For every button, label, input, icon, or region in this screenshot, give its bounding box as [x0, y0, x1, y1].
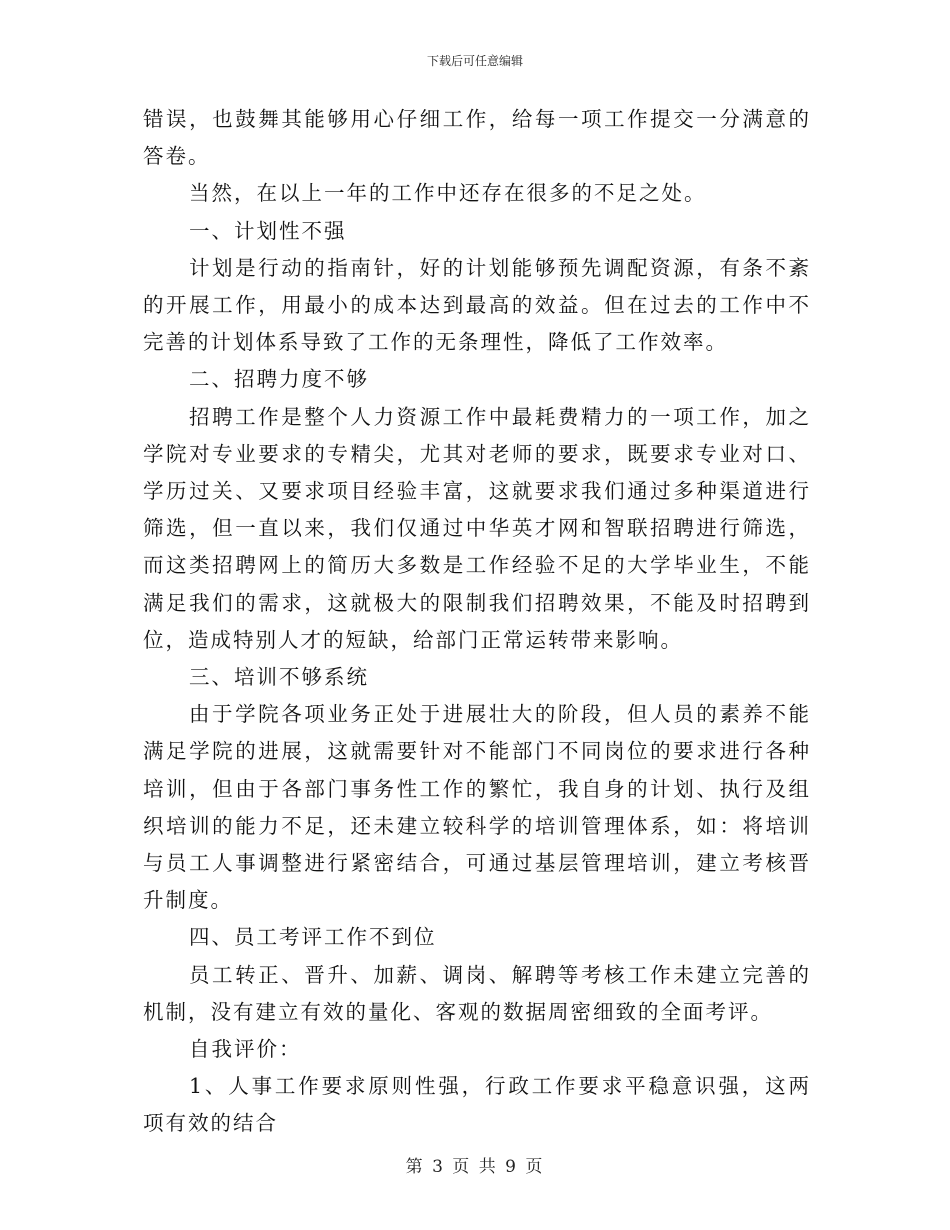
page-number: 第 3 页 共 9 页: [405, 1157, 545, 1177]
page-header: 下载后可任意编辑: [426, 54, 523, 68]
document-body: [143, 101, 811, 1143]
paragraph: 计划是行动的指南针，好的计划能够预先调配资源，有条不紊的开展工作，用最小的成本达到最高的效益。但在过去的工作中不完善的计划体系导致了工作的无条理性，降低了工作效率。: [143, 255, 811, 355]
section-heading: 自我评价：: [189, 1037, 302, 1062]
paragraph: 1、人事工作要求原则性强，行政工作要求平稳意识强，这两项有效的结合: [143, 1074, 811, 1136]
paragraph: 错误，也鼓舞其能够用心仔细工作，给每一项工作提交一分满意的答卷。: [143, 107, 811, 169]
section-heading: 一、计划性不强: [189, 218, 347, 243]
section-heading: 四、员工考评工作不到位: [189, 925, 437, 950]
paragraph: 员工转正、晋升、加薪、调岗、解聘等考核工作未建立完善的机制，没有建立有效的量化、客观的数据周密细致的全面考评。: [143, 962, 811, 1024]
section-heading: 三、培训不够系统: [189, 665, 369, 690]
paragraph: 由于学院各项业务正处于进展壮大的阶段，但人员的素养不能满足学院的进展，这就需要针对不能部门不同岗位的要求进行各种培训，但由于各部门事务性工作的繁忙，我自身的计划、执行及组织培训的能力不足，还未建立较科学的培训管理体系，如：将培训与员工人事调整进行紧密结合，可通过基层管理培训，建立考核晋升制度。: [143, 702, 811, 913]
paragraph: 招聘工作是整个人力资源工作中最耗费精力的一项工作，加之学院对专业要求的专精尖，尤其对老师的要求，既要求专业对口、学历过关、又要求项目经验丰富，这就要求我们通过多种渠道进行筛选，但一直以来，我们仅通过中华英才网和智联招聘进行筛选，而这类招聘网上的简历大多数是工作经验不足的大学毕业生，不能满足我们的需求，这就极大的限制我们招聘效果，不能及时招聘到位，造成特别人才的短缺，给部门正常运转带来影响。: [143, 404, 811, 652]
section-heading: 二、招聘力度不够: [189, 367, 369, 392]
paragraph: 当然，在以上一年的工作中还存在很多的不足之处。: [189, 181, 707, 206]
